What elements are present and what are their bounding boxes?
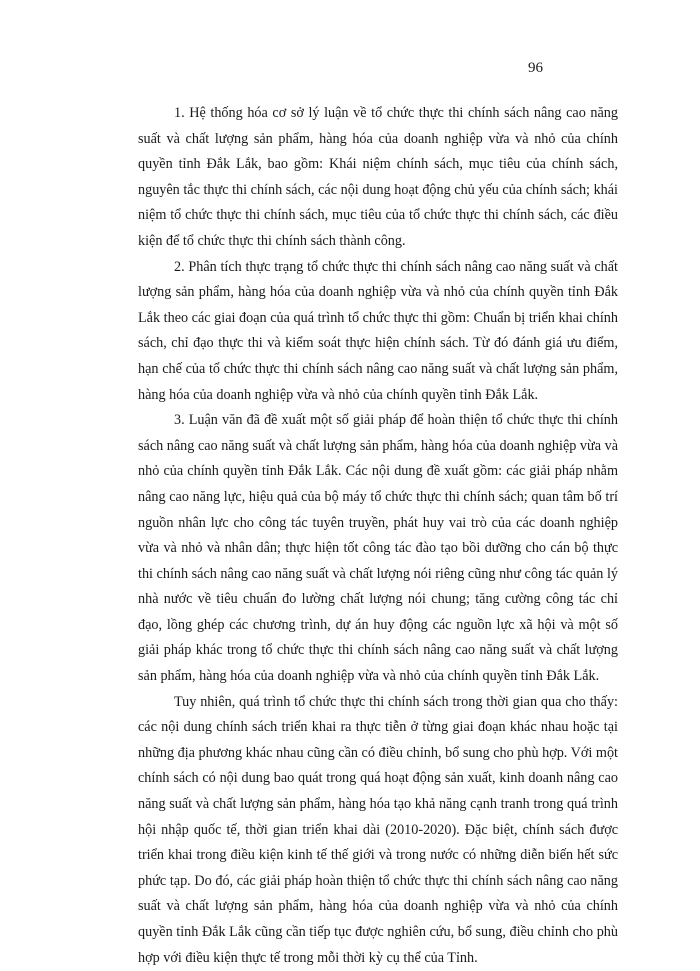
page-number: 96 <box>528 60 543 76</box>
paragraph-4: Tuy nhiên, quá trình tổ chức thực thi chính sách trong thời gian qua cho thấy: các nội dung chính sách triển khai ra thực tiễn ở từng giai đoạn khác nhau hoặc tại những địa phương khác nhau cũng cần có điều chỉnh, bổ sung cho phù hợp. Với một chính sách có nội dung bao quát trong quá hoạt động sản xuất, kinh doanh nâng cao năng suất và chất lượng sản phẩm, hàng hóa tạo khả năng cạnh tranh trong quá trình hội nhập quốc tế, thời gian triển khai dài (2010-2020). Đặc biệt, chính sách được triển khai trong điều kiện kinh tế thế giới và trong nước có những diễn biến hết sức phức tạp. Do đó, các giải pháp hoàn thiện tổ chức thực thi chính sách nâng cao năng suất và chất lượng sản phẩm, hàng hóa của doanh nghiệp vừa và nhỏ của chính quyền tỉnh Đắk Lắk cũng cần tiếp tục được nghiên cứu, bổ sung, điều chỉnh cho phù hợp với điều kiện thực tế trong mỗi thời kỳ cụ thể của Tỉnh. <box>138 693 618 966</box>
paragraph-1: 1. Hệ thống hóa cơ sở lý luận về tổ chức thực thi chính sách nâng cao năng suất và chất lượng sản phẩm, hàng hóa của doanh nghiệp vừa và nhỏ của chính quyền tỉnh Đắk Lắk, bao gồm: Khái niệm chính sách, mục tiêu của chính sách, nguyên tắc thực thi chính sách, các nội dung hoạt động chủ yếu của chính sách; khái niệm tổ chức thực thi chính sách, mục tiêu của tổ chức thực thi chính sách, các điều kiện để tổ chức thực thi chính sách thành công. <box>138 105 618 249</box>
document-body <box>138 101 618 971</box>
paragraph-2: 2. Phân tích thực trạng tổ chức thực thi chính sách nâng cao năng suất và chất lượng sản phẩm, hàng hóa của doanh nghiệp vừa và nhỏ của chính quyền tỉnh Đắk Lắk theo các giai đoạn của quá trình tổ chức thực thi gồm: Chuẩn bị triển khai chính sách, chỉ đạo thực thi và kiểm soát thực hiện chính sách. Từ đó đánh giá ưu điểm, hạn chế của tổ chức thực thi chính sách nâng cao năng suất và chất lượng sản phẩm, hàng hóa của doanh nghiệp vừa và nhỏ của chính quyền tỉnh Đắk Lắk. <box>138 258 618 403</box>
paragraph-3: 3. Luận văn đã đề xuất một số giải pháp để hoàn thiện tổ chức thực thi chính sách nâng cao năng suất và chất lượng sản phẩm, hàng hóa của doanh nghiệp vừa và nhỏ của chính quyền tỉnh Đắk Lắk. Các nội dung đề xuất gồm: các giải pháp nhằm nâng cao năng lực, hiệu quả của bộ máy tổ chức thực thi chính sách; quan tâm bố trí nguồn nhân lực cho công tác tuyên truyền, phát huy vai trò của các doanh nghiệp vừa và nhỏ và nhân dân; thực hiện tốt công tác đào tạo bồi dưỡng cho cán bộ thực thi chính sách nâng cao năng suất và chất lượng nói riêng cũng như công tác quản lý nhà nước về tiêu chuẩn đo lường chất lượng nói chung; tăng cường công tác chỉ đạo, lồng ghép các chương trình, dự án huy động các nguồn lực xã hội và một số giải pháp khác trong tổ chức thực thi chính sách nâng cao năng suất và chất lượng sản phẩm, hàng hóa của doanh nghiệp vừa và nhỏ của chính quyền tỉnh Đắk Lắk. <box>138 412 618 685</box>
